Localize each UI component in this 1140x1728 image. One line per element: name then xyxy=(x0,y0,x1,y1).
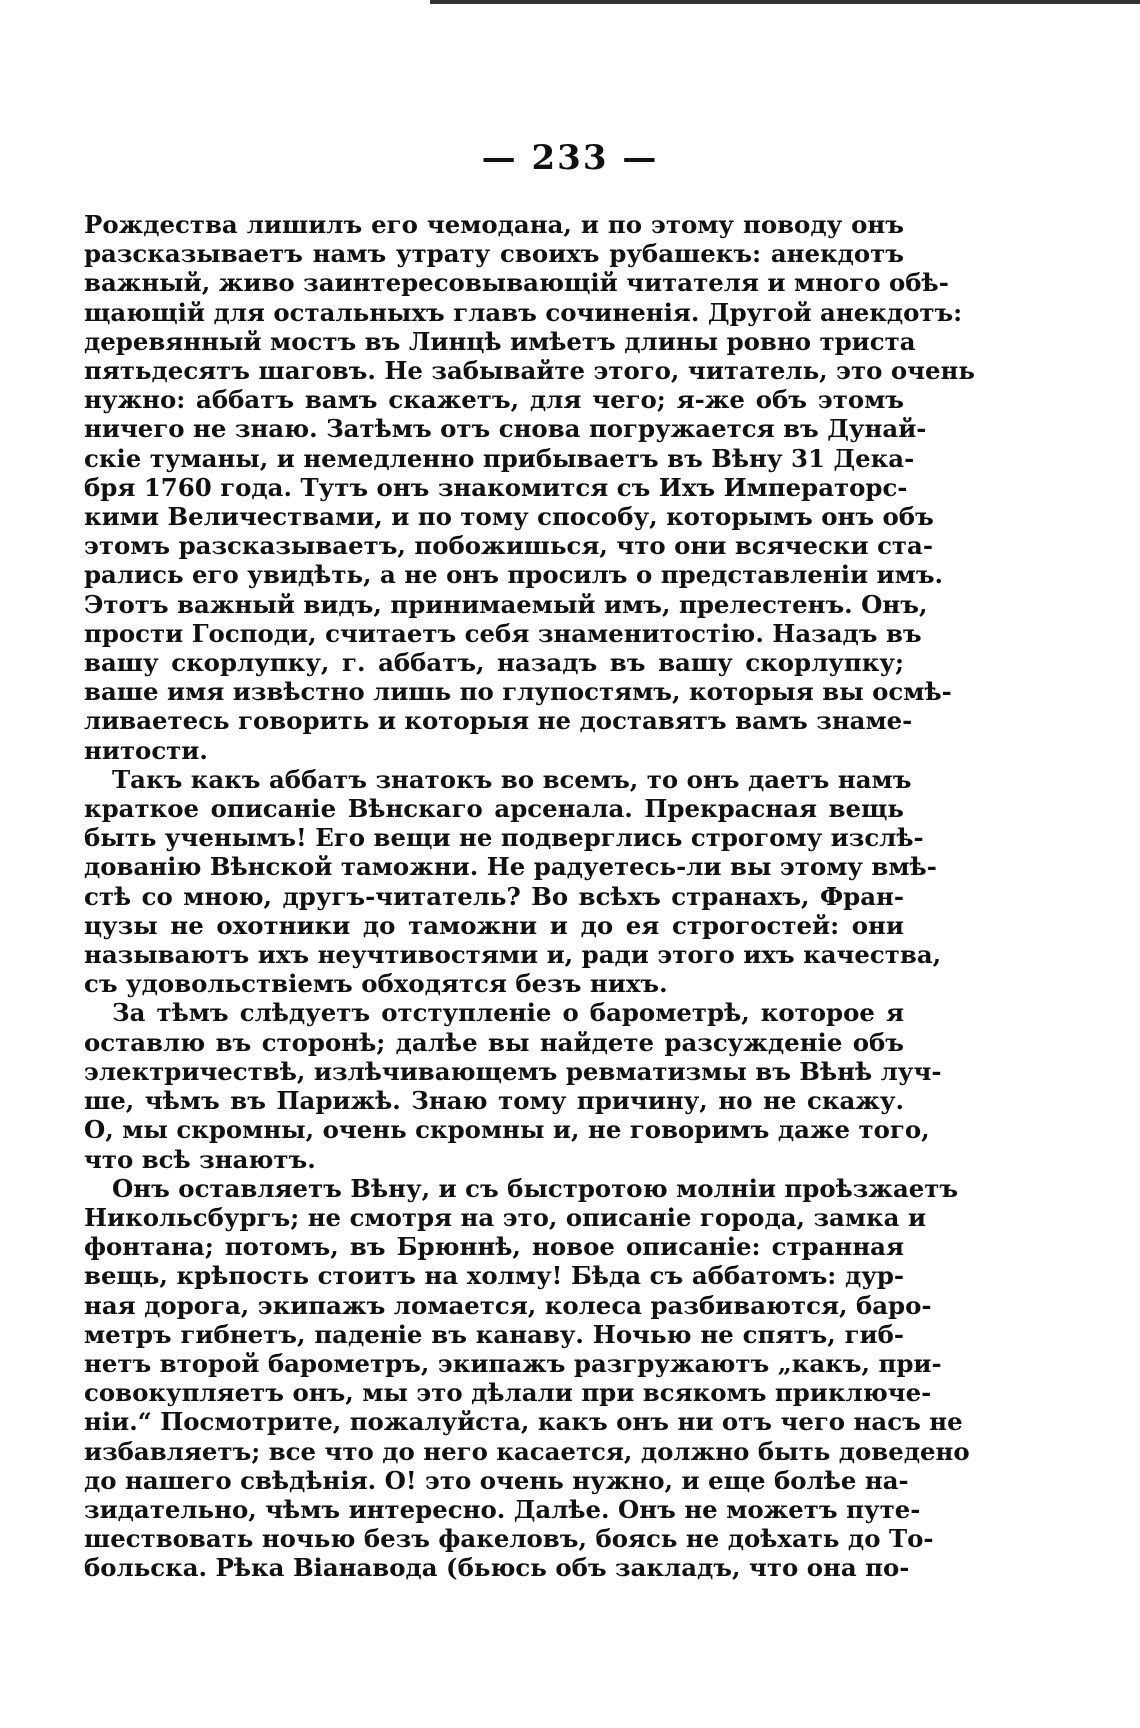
text-line: краткое описаніе Вѣнскаго арсенала. Прекрасная вещь xyxy=(84,794,904,824)
text-line: деревянный мостъ въ Линцѣ имѣетъ длины ровно триста xyxy=(84,326,916,356)
text-line: Этотъ важный видъ, принимаемый имъ, прелестенъ. Онъ, xyxy=(84,589,928,619)
text-line: цузы не охотники до таможни и до ея строгостей: они xyxy=(84,910,904,940)
text-line: шествовать ночью безъ факеловъ, боясь не доѣхать до То- xyxy=(84,1524,934,1554)
text-line: За тѣмъ слѣдуетъ отступленіе о барометрѣ, которое я xyxy=(112,998,904,1028)
text-line: нужно: аббатъ вамъ скажетъ, для чего; я-же объ этомъ xyxy=(84,385,904,415)
text-line: разсказываетъ намъ утрату своихъ рубашекъ: анекдотъ xyxy=(84,239,904,269)
text-line: съ удовольствіемъ обходятся безъ нихъ. xyxy=(84,969,668,999)
body-text xyxy=(84,210,975,1583)
text-line: Никольсбургъ; не смотря на это, описаніе города, замка и xyxy=(84,1202,927,1232)
text-line: зидательно, чѣмъ интересно. Далѣе. Онъ не можетъ путе- xyxy=(84,1494,921,1524)
text-line: рались его увидѣть, а не онъ просилъ о представленіи имъ. xyxy=(84,560,944,590)
text-line: Такъ какъ аббатъ знатокъ во всемъ, то онъ даетъ намъ xyxy=(112,764,912,794)
text-line: дованію Вѣнской таможни. Не радуетесь-ли вы этому вмѣ- xyxy=(84,852,937,882)
text-line: Рождества лишилъ его чемодана, и по этому поводу онъ xyxy=(84,210,904,239)
text-line: этомъ разсказываетъ, побожишься, что они всячески ста- xyxy=(84,531,933,561)
text-line: кими Величествами, и по тому способу, которымъ онъ объ xyxy=(84,502,934,532)
text-line: нетъ второй барометръ, экипажъ разгружаютъ „какъ, при- xyxy=(84,1348,942,1378)
page-number-header: — 233 — xyxy=(481,138,659,178)
text-line: ливаетесь говорить и которыя не доставятъ вамъ знаме- xyxy=(84,706,913,736)
text-line: быть ученымъ! Его вещи не подверглись строгому изслѣ- xyxy=(84,823,924,853)
text-line: ше, чѣмъ въ Парижѣ. Знаю тому причину, но не скажу. xyxy=(84,1086,904,1116)
text-line: пятьдесятъ шаговъ. Не забывайте этого, читатель, это очень xyxy=(84,356,975,386)
text-line: оставлю въ сторонѣ; далѣе вы найдете разсужденіе объ xyxy=(84,1027,904,1057)
text-line: вашу скорлупку, г. аббатъ, назадъ въ вашу скорлупку; xyxy=(84,648,904,678)
text-line: избавляетъ; все что до него касается, должно быть доведено xyxy=(84,1436,970,1466)
text-line: нитости. xyxy=(84,735,208,765)
top-border-rule xyxy=(430,0,1140,4)
text-line: важный, живо заинтересовывающій читателя и много обѣ- xyxy=(84,268,949,298)
paragraph-1 xyxy=(84,210,975,765)
paragraph-4 xyxy=(84,1173,970,1583)
text-line: ваше имя извѣстно лишь по глупостямъ, которыя вы осмѣ- xyxy=(84,677,952,707)
text-line: ніи.“ Посмотрите, пожалуйста, какъ онъ ни отъ чего насъ не xyxy=(84,1407,963,1437)
text-line: ная дорога, экипажъ ломается, колеса разбиваются, баро- xyxy=(84,1290,932,1320)
text-line: ничего не знаю. Затѣмъ отъ снова погружается въ Дунай- xyxy=(84,414,927,444)
text-line: щающій для остальныхъ главъ сочиненія. Другой анекдотъ: xyxy=(84,297,963,327)
text-line: вещь, крѣпость стоитъ на холму! Бѣда съ аббатомъ: дур- xyxy=(84,1261,904,1291)
paragraph-2 xyxy=(84,764,942,999)
text-line: прости Господи, считаетъ себя знаменитостію. Назадъ въ xyxy=(84,618,922,648)
text-line: Онъ оставляетъ Вѣну, и съ быстротою молніи проѣзжаетъ xyxy=(112,1173,959,1203)
text-line: бря 1760 года. Тутъ онъ знакомится съ Ихъ Императорс- xyxy=(84,472,908,502)
text-line: больска. Рѣка Віанавода (бьюсь объ закладъ, что она по- xyxy=(84,1553,910,1583)
text-line: электричествѣ, излѣчивающемъ ревматизмы въ Вѣнѣ луч- xyxy=(84,1056,942,1086)
text-line: совокупляетъ онъ, мы это дѣлали при всякомъ приключе- xyxy=(84,1378,932,1408)
text-line: скіе туманы, и немедленно прибываетъ въ Вѣну 31 Дека- xyxy=(84,443,915,473)
paragraph-3 xyxy=(84,998,942,1174)
text-line: до нашего свѣдѣнія. О! это очень нужно, и еще болѣе на- xyxy=(84,1465,909,1495)
text-line: метръ гибнетъ, паденіе въ канаву. Ночью не спятъ, гиб- xyxy=(84,1319,904,1349)
text-line: фонтана; потомъ, въ Брюннѣ, новое описаніе: странная xyxy=(84,1232,904,1262)
text-line: стѣ со мною, другъ-читатель? Во всѣхъ странахъ, Фран- xyxy=(84,881,904,911)
text-line: что всѣ знаютъ. xyxy=(84,1144,316,1174)
text-line: называютъ ихъ неучтивостями и, ради этого ихъ качества, xyxy=(84,940,942,970)
text-line: О, мы скромны, очень скромны и, не говоримъ даже того, xyxy=(84,1115,930,1145)
